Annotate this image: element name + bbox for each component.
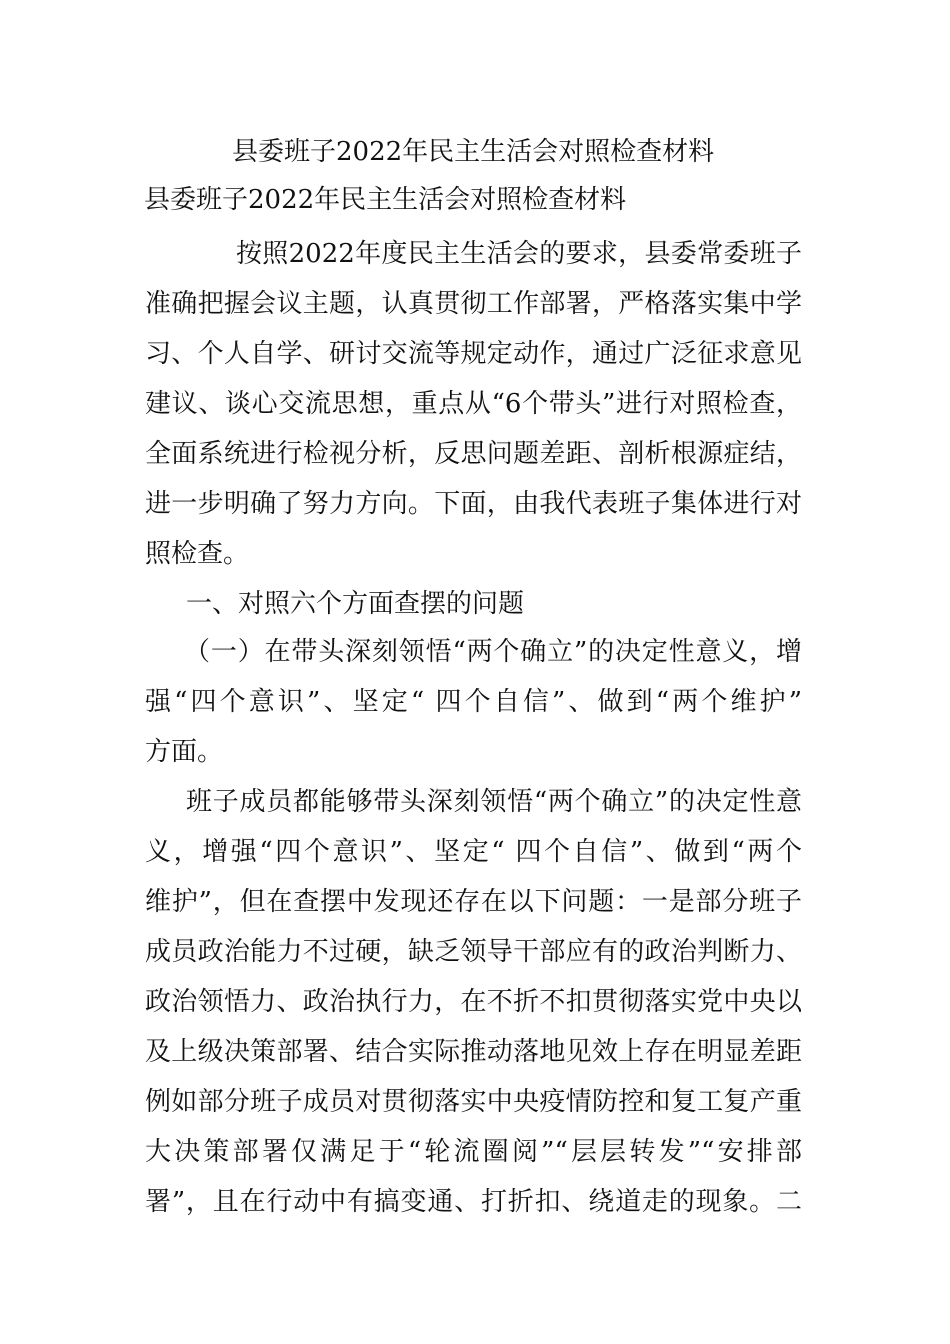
subsection-heading-line-2: 强“四个意识”、坚定“ 四个自信”、做到“两个维护” — [145, 687, 802, 717]
document-title: 县委班子2022年民主生活会对照检查材料 — [232, 137, 715, 167]
body-line-2: 义，增强“四个意识”、坚定“ 四个自信”、做到“两个 — [145, 837, 802, 867]
intro-line-2: 准确把握会议主题，认真贯彻工作部署，严格落实集中学 — [145, 289, 802, 319]
body-line-1: 班子成员都能够带头深刻领悟“两个确立”的决定性意 — [186, 787, 802, 817]
subsection-heading-line-1: （一）在带头深刻领悟“两个确立”的决定性意义，增 — [184, 637, 802, 667]
section-heading: 一、对照六个方面查摆的问题 — [186, 589, 525, 619]
document-subtitle: 县委班子2022年民主生活会对照检查材料 — [144, 185, 627, 215]
intro-line-3: 习、个人自学、研讨交流等规定动作，通过广泛征求意见 — [145, 339, 802, 369]
subsection-heading-line-3: 方面。 — [145, 737, 224, 767]
intro-line-6: 进一步明确了努力方向。下面，由我代表班子集体进行对 — [145, 489, 802, 519]
body-line-5: 政治领悟力、政治执行力，在不折不扣贯彻落实党中央以 — [145, 987, 802, 1017]
intro-line-4: 建议、谈心交流思想，重点从“6个带头”进行对照检查， — [145, 389, 802, 419]
intro-line-7: 照检查。 — [145, 539, 250, 569]
body-line-7: 例如部分班子成员对贯彻落实中央疫情防控和复工复产重 — [145, 1087, 802, 1117]
intro-line-1: 按照2022年度民主生活会的要求，县委常委班子 — [236, 239, 802, 269]
body-line-6: 及上级决策部署、结合实际推动落地见效上存在明显差距 — [145, 1037, 802, 1067]
body-line-3: 维护”，但在查摆中发现还存在以下问题：一是部分班子 — [145, 887, 802, 917]
body-line-4: 成员政治能力不过硬，缺乏领导干部应有的政治判断力、 — [145, 937, 802, 967]
body-line-9: 署”，且在行动中有搞变通、打折扣、绕道走的现象。二 — [145, 1187, 802, 1217]
intro-line-5: 全面系统进行检视分析，反思问题差距、剖析根源症结， — [145, 439, 802, 469]
body-line-8: 大决策部署仅满足于“轮流圈阅”“层层转发”“安排部 — [145, 1137, 802, 1167]
